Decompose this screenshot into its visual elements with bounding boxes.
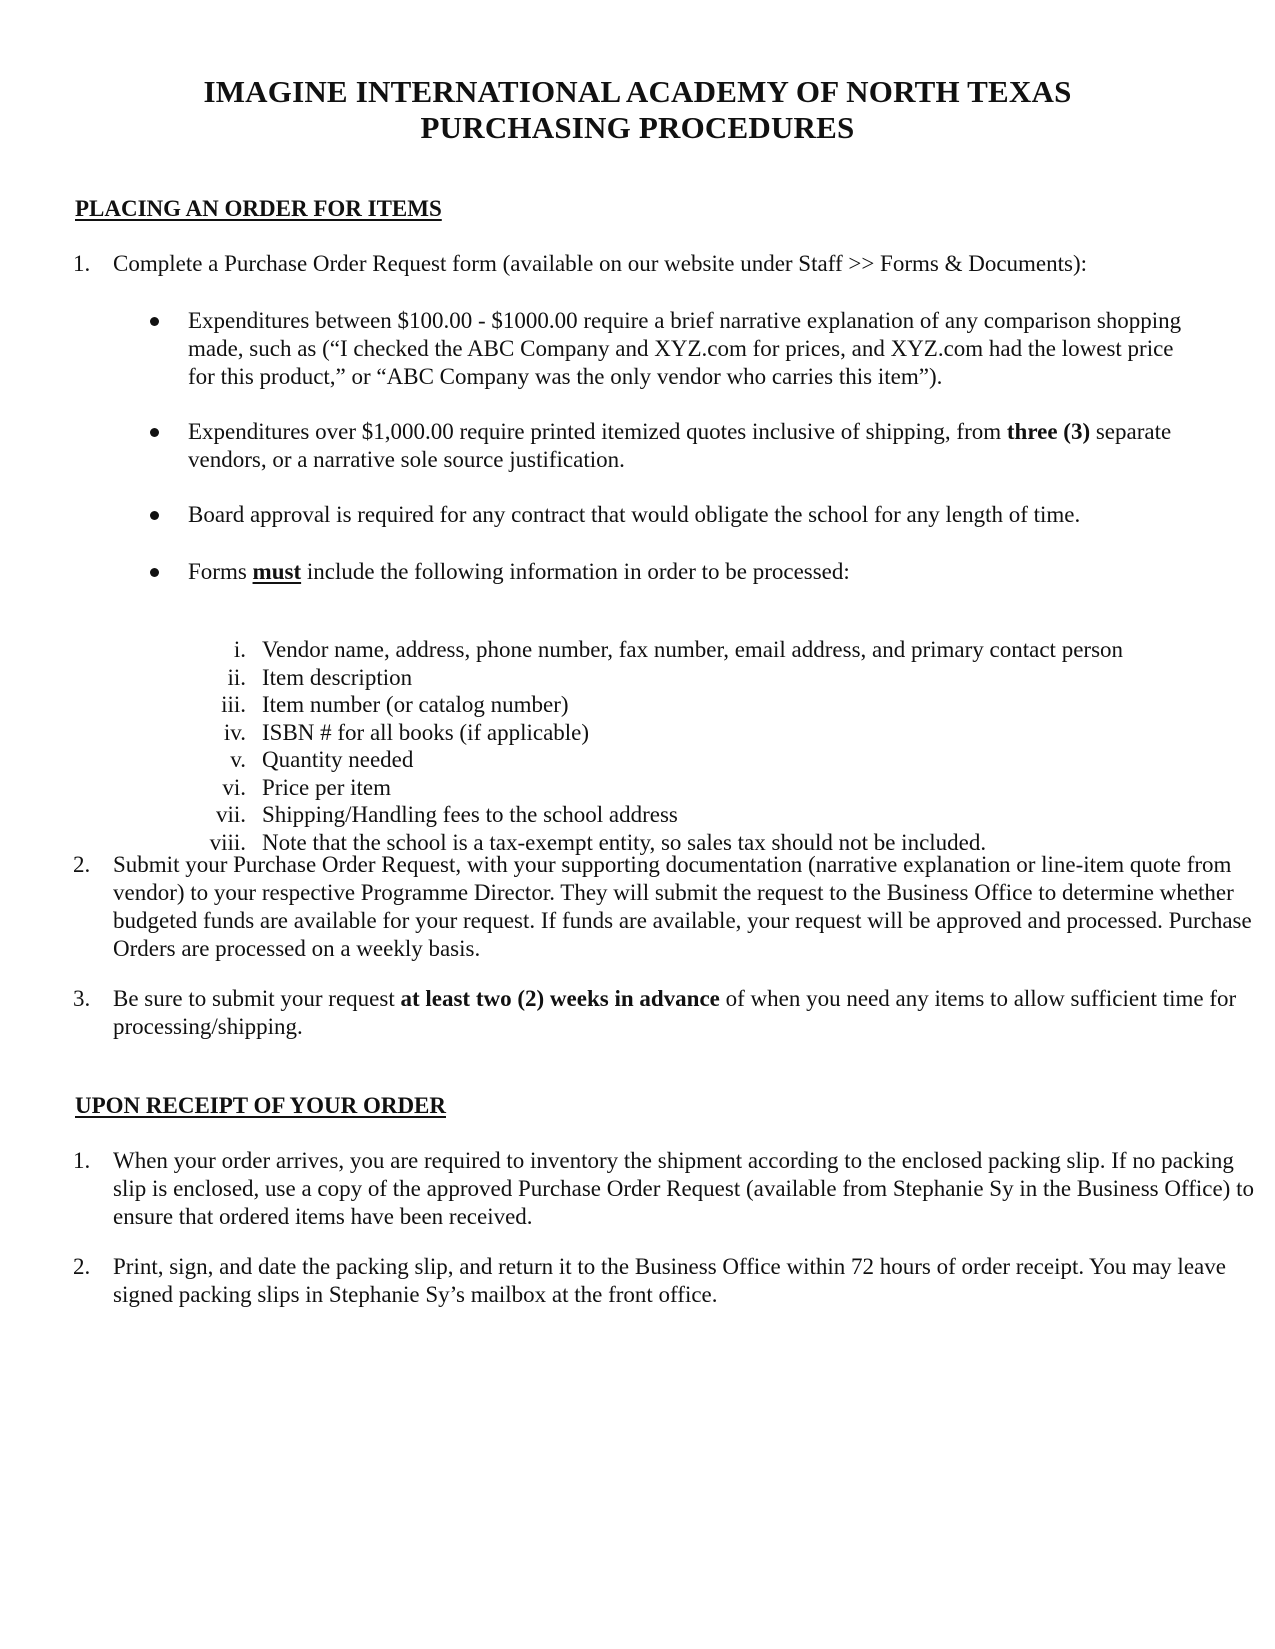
list-item-number: vi. bbox=[222, 774, 246, 800]
step-text-part: Be sure to submit your request bbox=[113, 986, 401, 1011]
bullet-text: Expenditures between $100.00 - $1000.00 require a brief narrative explanation of any comparison shopping made, such as (“I checked the ABC Company and XYZ.com for prices, and XYZ.com had the lowest price for this product,” or “ABC Company was the only vendor who carries this item”). bbox=[188, 308, 1182, 389]
section-heading-placing-order: PLACING AN ORDER FOR ITEMS bbox=[75, 196, 442, 221]
bullet-text: Board approval is required for any contract that would obligate the school for any length of time. bbox=[188, 502, 1081, 527]
list-item-text: Quantity needed bbox=[262, 747, 414, 772]
bullet-text bbox=[188, 418, 1188, 474]
bullet-icon bbox=[150, 428, 159, 437]
step-text bbox=[113, 985, 1263, 1041]
list-item-number: iv. bbox=[223, 719, 246, 745]
step-number: 3. bbox=[73, 986, 91, 1011]
step-number: 2. bbox=[73, 1254, 91, 1279]
list-item-number: iii. bbox=[221, 692, 246, 717]
bullet-text-bold: three (3) bbox=[1006, 419, 1091, 444]
list-item-text: Item description bbox=[262, 664, 413, 690]
list-item-text: Price per item bbox=[262, 774, 392, 800]
document-title-line2: PURCHASING PROCEDURES bbox=[420, 110, 855, 145]
step-text: Complete a Purchase Order Request form (available on our website under Staff >> Forms & Documents): bbox=[113, 251, 1088, 276]
bullet-icon bbox=[150, 317, 159, 326]
bullet-text bbox=[188, 558, 1188, 586]
list-item-number: v. bbox=[230, 747, 246, 772]
bullet-text-part: include the following information in order to be processed: bbox=[301, 559, 850, 584]
list-item-text: Item number (or catalog number) bbox=[262, 692, 569, 717]
list-item-text: Note that the school is a tax-exempt entity, so sales tax should not be included. bbox=[262, 829, 987, 855]
list-item-number: viii. bbox=[209, 829, 246, 855]
bullet-icon bbox=[150, 568, 159, 577]
step-text: Print, sign, and date the packing slip, and return it to the Business Office within 72 hours of order receipt. You may leave signed packing slips in Stephanie Sy’s mailbox at the front office. bbox=[113, 1254, 1226, 1307]
step-text: Submit your Purchase Order Request, with your supporting documentation (narrative explanation or line-item quote from vendor) to your respective Programme Director. They will submit the request to the Business Office to determine whether budgeted funds are available for your request. If funds are available, your request will be approved and processed. Purchase Orders are processed on a weekly basis. bbox=[113, 852, 1252, 961]
list-item-number: ii. bbox=[227, 664, 246, 690]
step-text-bold: at least two (2) weeks in advance bbox=[400, 986, 720, 1011]
step-number: 2. bbox=[73, 852, 91, 877]
list-item-text: Vendor name, address, phone number, fax number, email address, and primary contact person bbox=[262, 637, 1124, 662]
step-number: 1. bbox=[73, 251, 91, 276]
bullet-icon bbox=[150, 511, 159, 520]
section-heading-receipt: UPON RECEIPT OF YOUR ORDER bbox=[75, 1093, 446, 1118]
document-title-line1: IMAGINE INTERNATIONAL ACADEMY OF NORTH TEXAS bbox=[203, 74, 1072, 109]
bullet-text-emphasis: must bbox=[252, 559, 302, 584]
list-item-number: vii. bbox=[215, 802, 246, 827]
bullet-text-part: separate vendors, or a narrative sole source justification. bbox=[188, 419, 1172, 472]
bullet-text-part: Forms bbox=[188, 559, 253, 584]
step-text: When your order arrives, you are required to inventory the shipment according to the enclosed packing slip. If no packing slip is enclosed, use a copy of the approved Purchase Order Request (available from Stephanie Sy in the Business Office) to ensure that ordered items have been received. bbox=[113, 1148, 1254, 1229]
list-item-text: ISBN # for all books (if applicable) bbox=[262, 719, 590, 745]
list-item-number: i. bbox=[233, 637, 246, 662]
list-item-text: Shipping/Handling fees to the school address bbox=[262, 802, 678, 827]
step-text-part: of when you need any items to allow sufficient time for processing/shipping. bbox=[113, 986, 1237, 1039]
step-number: 1. bbox=[73, 1148, 91, 1173]
bullet-text-part: Expenditures over $1,000.00 require printed itemized quotes inclusive of shipping, from bbox=[188, 419, 1007, 444]
